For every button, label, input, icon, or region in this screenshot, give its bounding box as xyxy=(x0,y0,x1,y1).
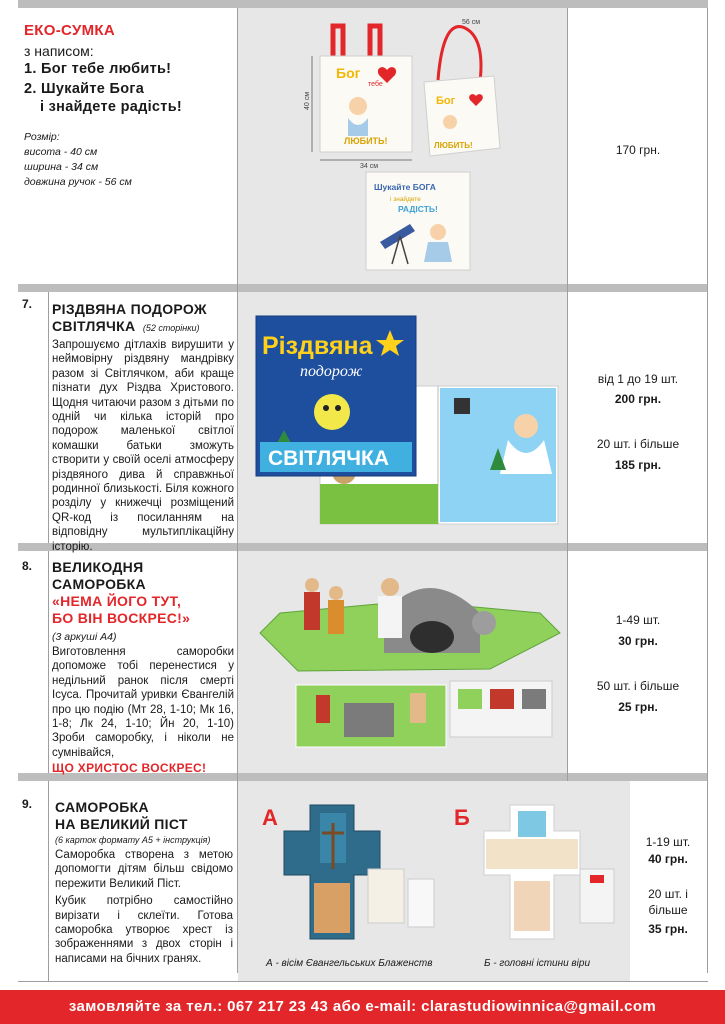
item-9-description: Саморобка створена з метою допомогти дітям більш свідомо пережити Великий Піст. xyxy=(55,849,233,890)
eco-bag-price: 170 грн. xyxy=(615,143,661,157)
item-8-red-text: ЩО ХРИСТОС ВОСКРЕС! xyxy=(52,761,207,776)
eco-bag-title: ЕКО-СУМКА xyxy=(24,22,115,39)
item-7-price: 185 грн. xyxy=(614,458,662,472)
eco-bag-subtitle: з написом: xyxy=(24,43,94,59)
bag-text: ЛЮБИТЬ! xyxy=(344,136,388,146)
item-9-qty: 1-19 шт. xyxy=(645,835,691,849)
dim-label: 56 см xyxy=(462,19,481,26)
bag-text: Шукайте БОГА xyxy=(374,182,436,192)
item-9-qty: 20 шт. і більше xyxy=(648,887,688,917)
top-divider xyxy=(18,0,708,8)
item-8-note: (3 аркуші А4) xyxy=(52,631,117,643)
item-8-description: Виготовлення саморобки допоможе тобі перенестися у недільний ранок після смерті Ісуса. Прочитай уривки Євангелій про цю подію (Мт 28, 1-10; Мк 16, 1-8; Лк 24, 1-10; Йн 20, 1-10) Зроби саморобку, і ніколи не сумнівайся, xyxy=(52,646,234,759)
sheet-part xyxy=(490,689,514,709)
variant-letter: Б xyxy=(454,805,470,830)
item-7-note: (52 сторінки) xyxy=(142,323,200,333)
item-9-title: САМОРОБКА xyxy=(55,799,149,815)
item-7-qty: від 1 до 19 шт. xyxy=(597,372,679,386)
item-7-text xyxy=(52,301,234,554)
bag-text: Бог xyxy=(336,65,361,81)
item-8-red-title: БО ВІН ВОСКРЕС!» xyxy=(52,610,191,626)
item-7-description: Запрошуємо дітлахів вирушити у неймовірну різдвяну мандрівку разом зі Світлячком, аби краще пізнати дух Різдва Христового. Щодня читаючи разом з дітьми по одній чи кілька історій про подорож маленької світлої комашки батьки зможуть створити у своїй оселі атмосферу різдвяного дива й справжньої родинної близькості. Біля кожного розділу у книжечці розміщений QR-код із посиланням на відповідну мультиплікаційну історію. xyxy=(52,339,234,553)
bag-handle xyxy=(370,26,380,58)
variant-caption: А - вісім Євангельських Блаженств xyxy=(266,958,433,969)
variant-caption: Б - головні істини віри xyxy=(484,958,591,969)
firefly-eye xyxy=(335,405,341,411)
firefly-eye xyxy=(323,405,329,411)
item-8-price: 25 грн. xyxy=(618,700,658,714)
item-8-red-title: «НЕМА ЙОГО ТУТ, xyxy=(52,593,182,609)
sheet-figure xyxy=(316,695,330,723)
item-8-price: 30 грн. xyxy=(618,634,658,648)
cross-panel xyxy=(486,839,578,869)
qr-code-icon xyxy=(454,398,470,414)
section-divider xyxy=(18,284,708,292)
item-9-title: НА ВЕЛИКИЙ ПІСТ xyxy=(55,816,188,832)
column-line xyxy=(48,551,49,773)
sheet-figure xyxy=(410,693,426,723)
woman-figure xyxy=(329,586,343,600)
jesus-robe xyxy=(378,596,402,638)
bag-handle xyxy=(333,26,343,58)
dim-label: 34 см xyxy=(360,163,379,170)
item-7-title: СВІТЛЯЧКА xyxy=(52,318,136,334)
item-8-qty: 50 шт. і більше xyxy=(596,679,680,693)
item-number: 9. xyxy=(22,797,33,811)
size-line: ширина - 34 см xyxy=(24,161,99,173)
variant-letter: А xyxy=(262,805,278,830)
jesus-figure xyxy=(381,578,399,596)
eco-bag-text xyxy=(24,22,234,190)
christmas-book-illustration xyxy=(240,294,565,541)
bottom-line xyxy=(18,981,708,982)
item-7-price: 200 грн. xyxy=(614,392,662,406)
bag-text: Бог xyxy=(436,95,456,107)
cover-subtitle: подорож xyxy=(300,363,363,380)
item-9-text xyxy=(55,799,233,966)
angel-icon xyxy=(443,115,457,129)
woman-figure xyxy=(305,578,319,592)
column-line xyxy=(48,292,49,543)
cover-title: Різдвяна xyxy=(262,332,373,360)
sheet-part xyxy=(522,689,546,709)
firefly-icon xyxy=(314,394,350,430)
angel-body xyxy=(424,242,452,262)
column-line xyxy=(48,781,49,981)
item-number: 8. xyxy=(22,559,33,573)
tomb-entrance xyxy=(410,621,454,653)
cross-panel xyxy=(314,883,350,933)
size-line: довжина ручок - 56 см xyxy=(24,176,132,188)
order-contact-footer: замовляйте за тел.: 067 217 23 43 або e-mail: clarastudiowinnica@gmail.com xyxy=(0,990,725,1024)
angel-icon xyxy=(430,224,446,240)
bag-text: тебе xyxy=(368,81,383,88)
cover-banner-text: СВІТЛЯЧКА xyxy=(268,447,390,470)
book-page-ground xyxy=(320,484,438,524)
cross-panel xyxy=(518,811,546,837)
woman-robe xyxy=(328,600,344,634)
item-8-title: ВЕЛИКОДНЯ САМОРОБКА xyxy=(52,559,146,592)
card-icon xyxy=(368,869,404,923)
cross-panel xyxy=(514,881,550,931)
bag-text: ЛЮБИТЬ! xyxy=(434,141,473,150)
item-7-qty: 20 шт. і більше xyxy=(596,437,680,451)
bag-text: РАДІСТЬ! xyxy=(398,204,438,214)
sheet-part xyxy=(458,689,482,709)
item-9-price: 40 грн. xyxy=(648,852,688,866)
sheet-tomb xyxy=(344,703,394,737)
card-mark xyxy=(590,875,604,883)
item-number: 7. xyxy=(22,297,33,311)
item-7-title: РІЗДВЯНА ПОДОРОЖ xyxy=(52,301,207,317)
woman-robe xyxy=(304,592,320,630)
bag-handle xyxy=(438,27,481,82)
eco-bag-line: 1. Бог тебе любить! xyxy=(24,61,172,77)
bag-text: і знайдете xyxy=(390,196,421,203)
angel-icon xyxy=(349,97,367,115)
angel-icon xyxy=(514,414,538,438)
dim-label: 40 см xyxy=(304,91,311,110)
item-9-note: (6 карток формату А5 + інструкція) xyxy=(55,835,211,845)
item-8-qty: 1-49 шт. xyxy=(615,613,661,627)
eco-bag-line: і знайдете радість! xyxy=(40,99,183,115)
column-line xyxy=(707,8,708,973)
eco-bags-illustration xyxy=(240,10,565,282)
size-label: Розмір: xyxy=(24,131,60,143)
easter-craft-illustration xyxy=(240,553,565,771)
item-8-text xyxy=(52,559,234,777)
stone-icon xyxy=(472,611,496,635)
item-9-price: 35 грн. xyxy=(648,922,688,936)
lent-craft-illustration xyxy=(240,783,628,979)
item-9-description: Кубик потрібно самостійно вирізати і склеїти. Готова саморобка утворює хрест із зображеннями з двох сторін і написами на бічних гранях. xyxy=(55,895,233,965)
eco-bag-line: 2. Шукайте Бога xyxy=(24,81,145,97)
size-line: висота - 40 см xyxy=(24,146,98,158)
card-icon xyxy=(408,879,434,927)
